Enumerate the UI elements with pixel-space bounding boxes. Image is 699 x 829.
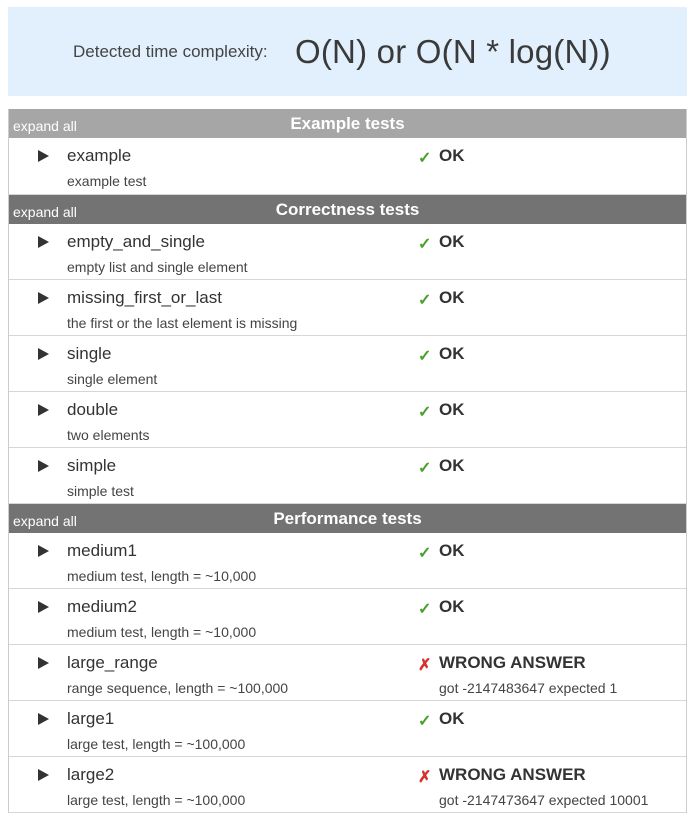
test-row[interactable] [9, 224, 686, 280]
test-row[interactable] [9, 589, 686, 645]
test-name: empty_and_single [67, 232, 205, 251]
test-status: OK [439, 232, 465, 251]
test-description: medium test, length = ~10,000 [67, 568, 257, 584]
test-row[interactable] [9, 448, 686, 504]
check-icon: ✓ [418, 601, 432, 618]
test-status: OK [439, 541, 465, 560]
test-description: range sequence, length = ~100,000 [67, 680, 289, 696]
test-description: single element [67, 371, 158, 387]
expand-triangle-icon[interactable] [38, 236, 49, 248]
test-name: large_range [67, 653, 158, 672]
test-description: example test [67, 173, 147, 189]
cross-icon: ✗ [418, 769, 432, 786]
expand-triangle-icon[interactable] [38, 150, 49, 162]
test-name: medium1 [67, 541, 137, 560]
expand-all-link[interactable]: expand all [13, 204, 77, 220]
check-icon: ✓ [418, 348, 432, 365]
test-row[interactable] [9, 645, 686, 701]
test-row[interactable] [9, 533, 686, 589]
test-description: simple test [67, 483, 134, 499]
test-row[interactable] [9, 757, 686, 813]
complexity-label: Detected time complexity: [73, 42, 268, 61]
test-description: empty list and single element [67, 259, 248, 275]
test-description: two elements [67, 427, 150, 443]
test-row[interactable] [9, 336, 686, 392]
check-icon: ✓ [418, 545, 432, 562]
test-name: large2 [67, 765, 115, 784]
test-results-table [8, 109, 687, 813]
check-icon: ✓ [418, 236, 432, 253]
complexity-panel [8, 7, 687, 96]
expand-triangle-icon[interactable] [38, 657, 49, 669]
test-name: medium2 [67, 597, 137, 616]
section-title: Example tests [290, 114, 405, 133]
test-name: double [67, 400, 119, 419]
test-name: large1 [67, 709, 115, 728]
test-status: OK [439, 456, 465, 475]
expand-all-link[interactable]: expand all [13, 513, 77, 529]
section-title: Performance tests [273, 509, 422, 528]
test-status: WRONG ANSWER [439, 765, 586, 784]
section-header-example [9, 109, 686, 138]
test-description: medium test, length = ~10,000 [67, 624, 257, 640]
test-row[interactable] [9, 280, 686, 336]
test-row[interactable] [9, 392, 686, 448]
section-title: Correctness tests [275, 200, 420, 219]
check-icon: ✓ [418, 292, 432, 309]
test-name: single [67, 344, 112, 363]
expand-triangle-icon[interactable] [38, 292, 49, 304]
test-description: the first or the last element is missing [67, 315, 298, 331]
expand-triangle-icon[interactable] [38, 460, 49, 472]
check-icon: ✓ [418, 150, 432, 167]
test-row[interactable] [9, 701, 686, 757]
check-icon: ✓ [418, 713, 432, 730]
test-name: example [67, 146, 132, 165]
test-detail: got -2147483647 expected 1 [439, 680, 618, 696]
check-icon: ✓ [418, 404, 432, 421]
section-header-correctness [9, 195, 686, 224]
test-status: OK [439, 597, 465, 616]
cross-icon: ✗ [418, 657, 432, 674]
expand-triangle-icon[interactable] [38, 348, 49, 360]
expand-triangle-icon[interactable] [38, 713, 49, 725]
expand-triangle-icon[interactable] [38, 769, 49, 781]
test-detail: got -2147473647 expected 10001 [439, 792, 649, 808]
test-name: missing_first_or_last [67, 288, 222, 307]
expand-triangle-icon[interactable] [38, 601, 49, 613]
expand-triangle-icon[interactable] [38, 404, 49, 416]
test-name: simple [67, 456, 117, 475]
expand-all-link[interactable]: expand all [13, 118, 77, 134]
test-status: OK [439, 400, 465, 419]
test-status: OK [439, 709, 465, 728]
test-status: WRONG ANSWER [439, 653, 586, 672]
test-status: OK [439, 344, 465, 363]
test-row[interactable] [9, 138, 686, 195]
complexity-value: O(N) or O(N * log(N)) [295, 33, 611, 70]
test-status: OK [439, 288, 465, 307]
test-status: OK [439, 146, 465, 165]
test-description: large test, length = ~100,000 [67, 736, 246, 752]
test-description: large test, length = ~100,000 [67, 792, 246, 808]
expand-triangle-icon[interactable] [38, 545, 49, 557]
section-header-performance [9, 504, 686, 533]
check-icon: ✓ [418, 460, 432, 477]
